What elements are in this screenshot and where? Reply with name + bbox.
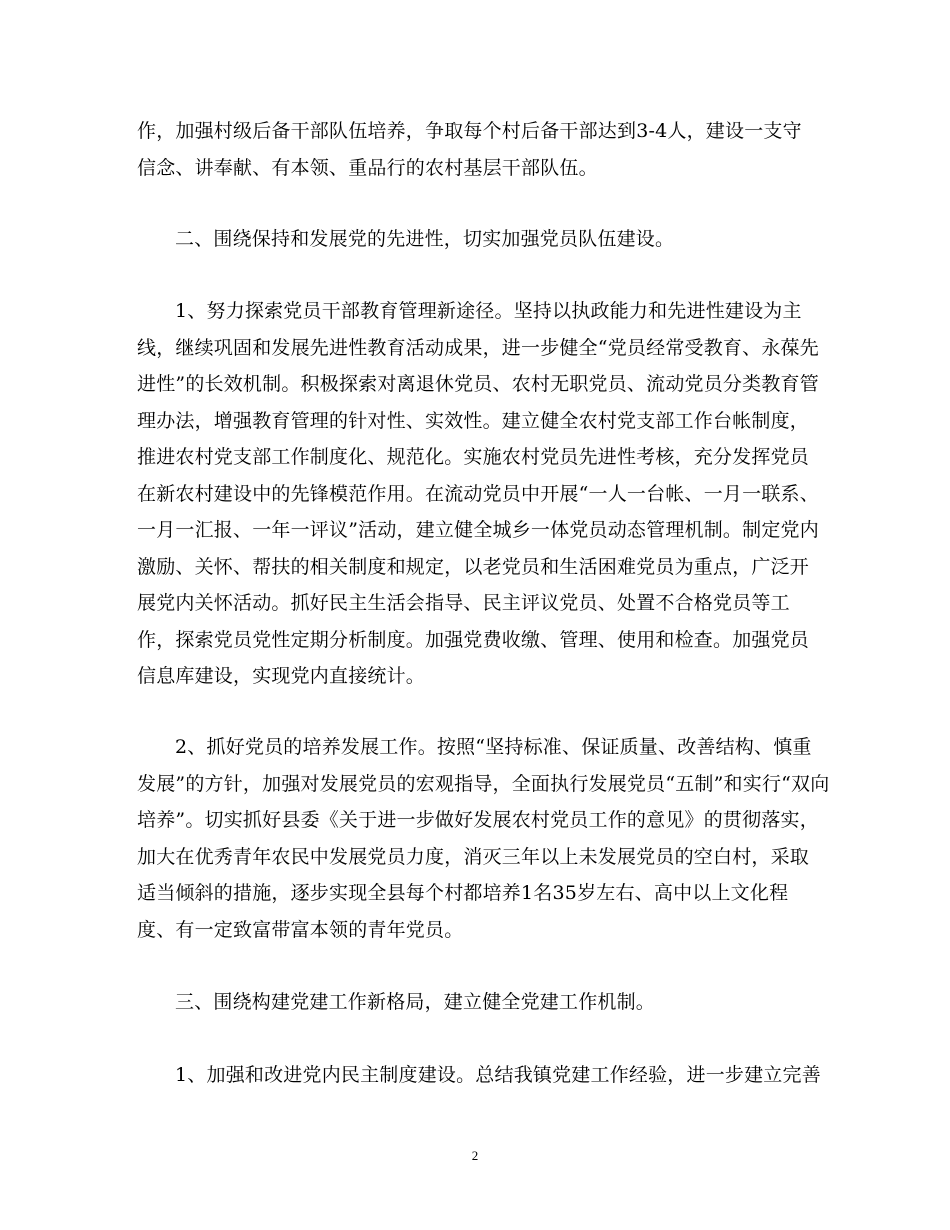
paragraph-line: 培养”。切实抓好县委《关于进一步做好发展农村党员工作的意见》的贯彻落实， [137, 809, 819, 831]
paragraph-line: 在新农村建设中的先锋模范作用。在流动党员中开展“一人一台帐、一月一联系、 [137, 482, 819, 505]
paragraph-line: 发展”的方针，加强对发展党员的宏观指导，全面执行发展党员“五制”和实行“双向 [137, 772, 830, 795]
paragraph-line: 激励、关怀、帮扶的相关制度和规定，以老党员和生活困难党员为重点，广泛开 [137, 555, 810, 578]
section-3-item-1-paragraph [137, 1057, 821, 1094]
paragraph-line: 信念、讲奉献、有本领、重品行的农村基层干部队伍。 [137, 156, 598, 179]
paragraph-line: 推进农村党支部工作制度化、规范化。实施农村党员先进性考核，充分发挥党员 [137, 446, 810, 468]
paragraph-line: 作，加强村级后备干部队伍培养，争取每个村后备干部达到3-4人，建设一支守 [137, 120, 802, 142]
heading-text: 二、围绕保持和发展党的先进性，切实加强党员队伍建设。 [175, 228, 675, 250]
page-number: 2 [471, 1148, 479, 1163]
section-heading-3 [137, 984, 817, 1021]
paragraph-line: 理办法，增强教育管理的针对性、实效性。建立健全农村党支部工作台帐制度， [137, 409, 810, 432]
paragraph-line: 1、加强和改进党内民主制度建设。总结我镇党建工作经验，进一步建立完善 [175, 1064, 821, 1086]
section-2-item-1-paragraph [137, 293, 817, 695]
heading-text: 三、围绕构建党建工作新格局，建立健全党建工作机制。 [175, 991, 656, 1013]
paragraph-line: 线，继续巩固和发展先进性教育活动成果，进一步健全“党员经常受教育、永葆先 [137, 336, 819, 359]
section-heading-2 [137, 221, 817, 258]
continuation-paragraph [137, 113, 817, 186]
paragraph-line: 一月一汇报、一年一评议”活动，建立健全城乡一体党员动态管理机制。制定党内 [137, 519, 819, 541]
paragraph-line: 作，探索党员党性定期分析制度。加强党费收缴、管理、使用和检查。加强党员 [137, 628, 810, 651]
section-2-item-2-paragraph [137, 729, 830, 948]
paragraph-line: 信息库建设，实现党内直接统计。 [137, 665, 426, 687]
paragraph-line: 进性”的长效机制。积极探索对离退休党员、农村无职党员、流动党员分类教育管 [137, 373, 819, 395]
paragraph-line: 1、努力探索党员干部教育管理新途径。坚持以执政能力和先进性建设为主 [175, 300, 802, 322]
paragraph-line: 加大在优秀青年农民中发展党员力度，消灭三年以上未发展党员的空白村，采取 [137, 845, 810, 868]
paragraph-line: 适当倾斜的措施，逐步实现全县每个村都培养1名35岁左右、高中以上文化程 [137, 882, 789, 904]
paragraph-line: 度、有一定致富带富本领的青年党员。 [137, 918, 464, 941]
paragraph-line: 2、抓好党员的培养发展工作。按照“坚持标准、保证质量、改善结构、慎重 [175, 736, 812, 758]
paragraph-line: 展党内关怀活动。抓好民主生活会指导、民主评议党员、处置不合格党员等工 [137, 592, 790, 614]
